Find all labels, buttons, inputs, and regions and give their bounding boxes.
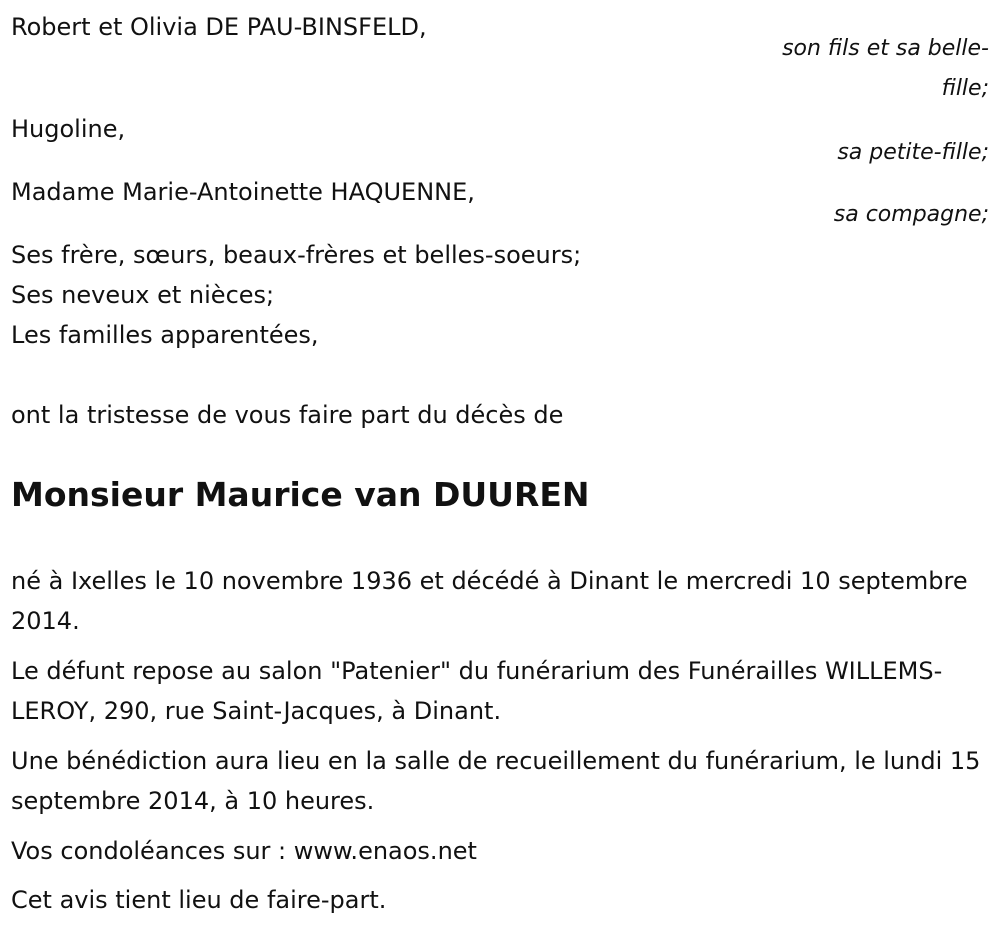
relation-1-line2: fille; [941,76,989,101]
condolences-line: Vos condoléances sur : www.enaos.net [11,837,477,865]
family-name-1: Robert et Olivia DE PAU-BINSFELD, [11,13,427,41]
family-name-2: Hugoline, [11,115,126,143]
relation-2: sa petite-fille; [837,140,989,165]
repose-paragraph: Le défunt repose au salon "Patenier" du funérarium des Funérailles WILLEMS-LEROY, 290, rue Saint-Jacques, à Dinant. [11,657,943,725]
deceased-name: Monsieur Maurice van DUUREN [11,475,590,514]
announcement-text: ont la tristesse de vous faire part du décès de [11,401,564,429]
relatives-line-3: Les familles apparentées, [11,321,319,349]
relatives-line-2: Ses neveux et nièces; [11,281,275,309]
relation-3: sa compagne; [833,202,989,227]
ceremony-paragraph: Une bénédiction aura lieu en la salle de recueillement du funérarium, le lundi 15 septembre 2014, à 10 heures. [11,747,981,815]
relation-1-line1: son fils et sa belle- [782,36,989,61]
notice-line: Cet avis tient lieu de faire-part. [11,886,387,914]
family-name-3: Madame Marie-Antoinette HAQUENNE, [11,178,475,206]
relatives-line-1: Ses frère, sœurs, beaux-frères et belles-soeurs; [11,241,582,269]
birth-death-paragraph: né à Ixelles le 10 novembre 1936 et décédé à Dinant le mercredi 10 septembre 2014. [11,567,968,635]
